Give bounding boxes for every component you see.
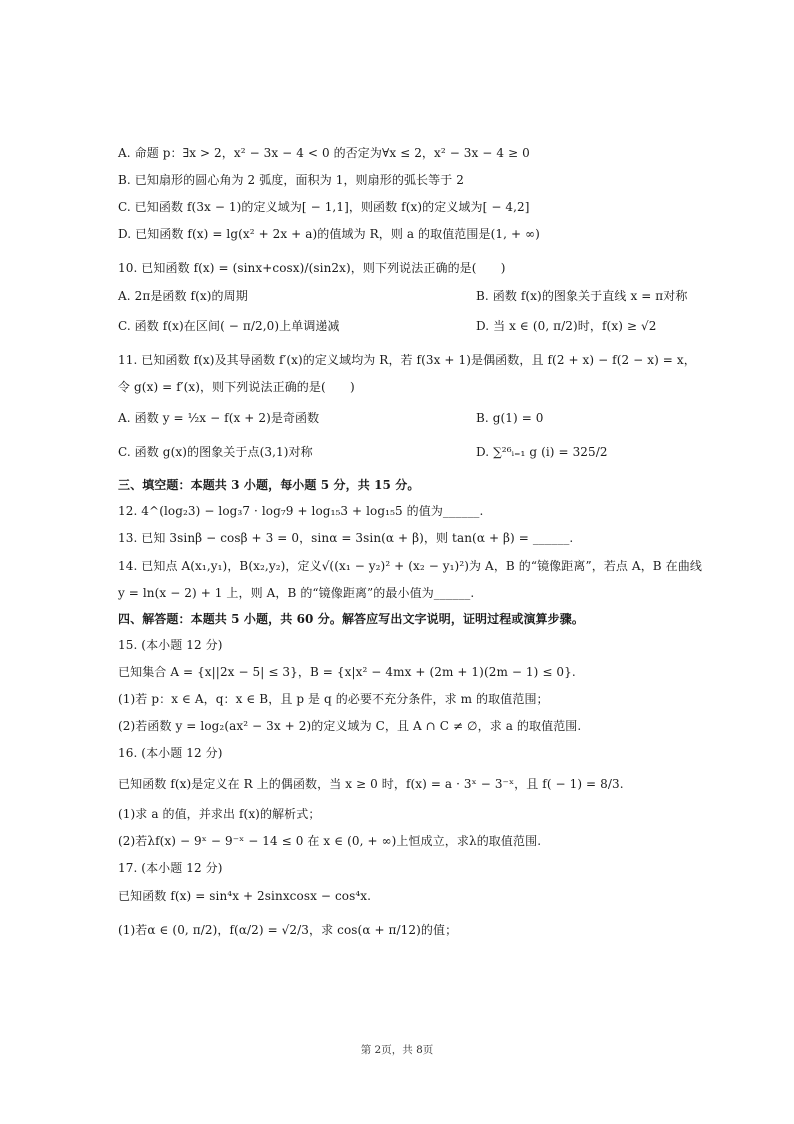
question-16-part-1: (1)求 a 的值，并求出 f(x)的解析式； [118, 807, 321, 821]
option-9b: B. 已知扇形的圆心角为 2 弧度，面积为 1，则扇形的弧长等于 2 [118, 173, 465, 187]
question-15-part-1: (1)若 p：x ∈ A，q：x ∈ B，且 p 是 q 的必要不充分条件，求 m 的取值范围； [118, 692, 549, 706]
question-16-stem: 已知函数 f(x)是定义在 R 上的偶函数，当 x ≥ 0 时，f(x) = a · 3ˣ − 3⁻ˣ，且 f( − 1) = 8/3. [118, 777, 624, 791]
option-10d: D. 当 x ∈ (0, π/2)时，f(x) ≥ √2 [476, 319, 657, 333]
question-11-stem: 11. 已知函数 f(x)及其导函数 f′(x)的定义域均为 R，若 f(3x + 1)是偶函数，且 f(2 + x) − f(2 − x) = x， [118, 353, 696, 367]
option-11d: D. ∑²⁶ᵢ₌₁ g (i) = 325/2 [476, 445, 608, 459]
section-3-heading: 三、填空题：本题共 3 小题，每小题 5 分，共 15 分。 [118, 478, 420, 492]
question-13: 13. 已知 3sinβ − cosβ + 3 = 0，sinα = 3sin(α + β)，则 tan(α + β) = ______. [118, 531, 574, 545]
question-16-part-2: (2)若λf(x) − 9ˣ − 9⁻ˣ − 14 ≤ 0 在 x ∈ (0, + ∞)上恒成立，求λ的取值范围. [118, 834, 542, 848]
question-11-row-2 [118, 444, 608, 460]
question-15-stem: 已知集合 A = {x||2x − 5| ≤ 3}，B = {x|x² − 4mx + (2m + 1)(2m − 1) ≤ 0}. [118, 665, 576, 679]
page-footer: 第 2页，共 8页 [360, 1044, 434, 1056]
question-11-row-1 [118, 410, 544, 426]
option-11a: A. 函数 y = ½x − f(x + 2)是奇函数 [118, 411, 320, 425]
question-15-part-2: (2)若函数 y = log₂(ax² − 3x + 2)的定义域为 C，且 A ∩ C ≠ ∅，求 a 的取值范围. [118, 719, 582, 733]
question-14-cont: y = ln(x − 2) + 1 上，则 A，B 的“镜像距离”的最小值为______. [118, 586, 475, 600]
question-10-row-2 [118, 318, 657, 334]
option-9d: D. 已知函数 f(x) = lg(x² + 2x + a)的值域为 R，则 a 的取值范围是(1, + ∞) [118, 227, 540, 241]
question-10-row-1 [118, 288, 688, 304]
option-11b: B. g(1) = 0 [476, 411, 544, 425]
option-9c: C. 已知函数 f(3x − 1)的定义域为[ − 1,1]，则函数 f(x)的定义域为[ − 4,2] [118, 200, 530, 214]
question-15-header: 15. (本小题 12 分) [118, 638, 223, 652]
question-17-part-1: (1)若α ∈ (0, π/2)，f(α/2) = √2/3，求 cos(α + π/12)的值； [118, 923, 458, 937]
option-11c: C. 函数 g(x)的图象关于点(3,1)对称 [118, 445, 313, 459]
question-17-header: 17. (本小题 12 分) [118, 861, 223, 875]
option-10a: A. 2π是函数 f(x)的周期 [118, 289, 248, 303]
option-10b: B. 函数 f(x)的图象关于直线 x = π对称 [476, 289, 688, 303]
question-16-header: 16. (本小题 12 分) [118, 746, 223, 760]
question-17-stem: 已知函数 f(x) = sin⁴x + 2sinxcosx − cos⁴x. [118, 889, 372, 903]
option-9a: A. 命题 p：∃x > 2，x² − 3x − 4 < 0 的否定为∀x ≤ 2，x² − 3x − 4 ≥ 0 [118, 146, 530, 160]
question-11-stem-cont: 令 g(x) = f′(x)，则下列说法正确的是( ) [118, 380, 355, 394]
question-14: 14. 已知点 A(x₁,y₁)，B(x₂,y₂)，定义√((x₁ − y₂)² + (x₂ − y₁)²)为 A，B 的“镜像距离”，若点 A，B 在曲线 [118, 559, 702, 573]
question-12: 12. 4^(log₂3) − log₃7 · log₇9 + log₁₅3 + log₁₅5 的值为______. [118, 504, 484, 518]
question-10-stem: 10. 已知函数 f(x) = (sinx+cosx)/(sin2x)，则下列说法正确的是( ) [118, 261, 506, 275]
option-10c: C. 函数 f(x)在区间( − π/2,0)上单调递减 [118, 319, 340, 333]
section-4-heading: 四、解答题：本题共 5 小题，共 60 分。解答应写出文字说明，证明过程或演算步骤。 [118, 612, 584, 626]
